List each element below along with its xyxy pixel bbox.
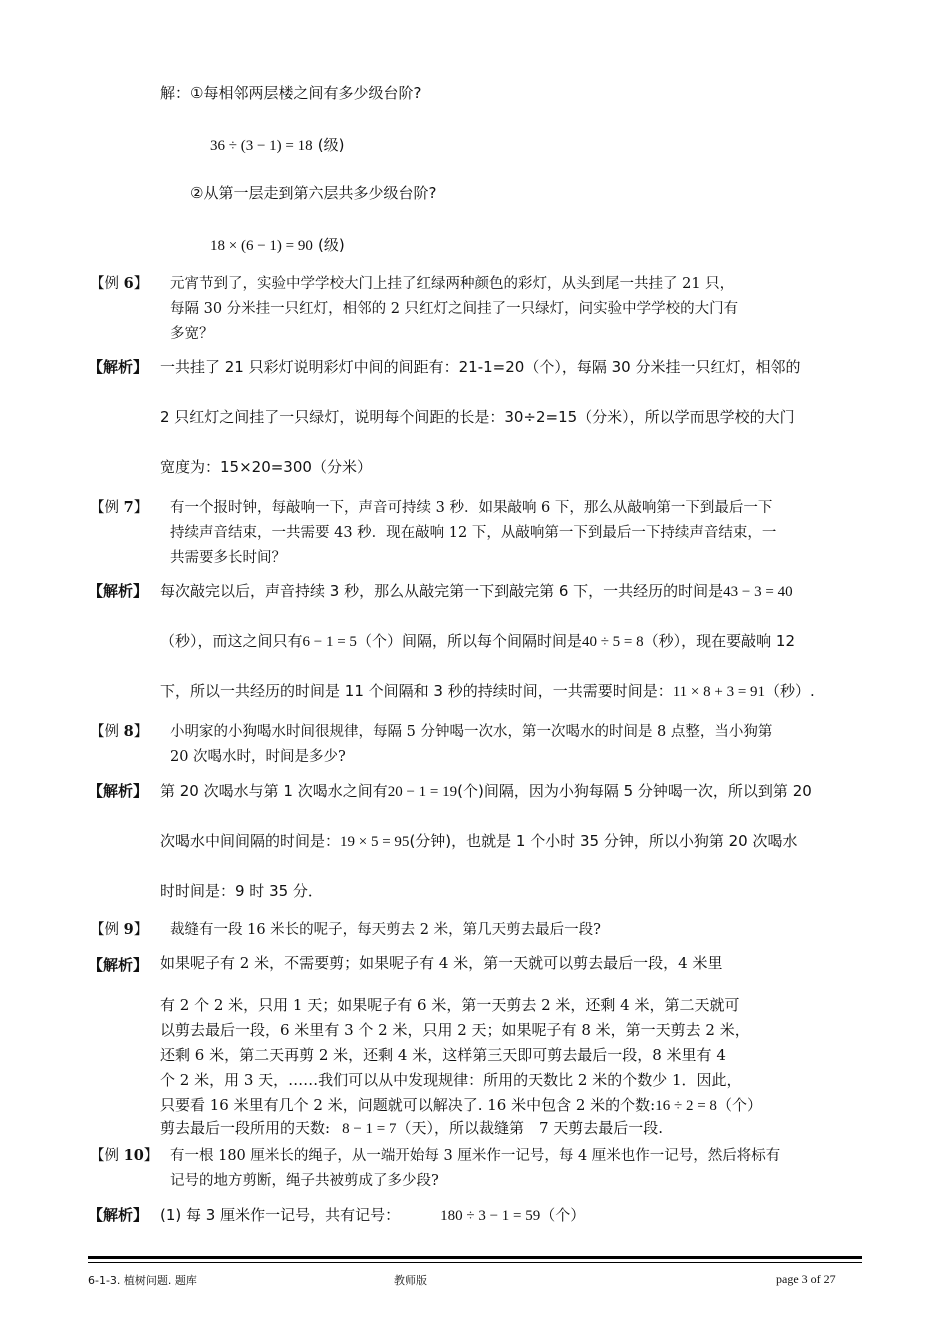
example-7-question-line: 持续声音结束，一共需要 43 秒．现在敲响 12 下，从敲响第一下到最后一下持续声音结束，一: [170, 525, 777, 541]
tag-open: 【例: [90, 500, 124, 516]
example-9-analysis-line: 个 2 米，用 3 天，……我们可以从中发现规律：所用的天数比 2 米的个数少 1．因此，: [160, 1071, 742, 1089]
tag-close: 】: [133, 276, 149, 292]
example-6-analysis-line: 2 只红灯之间挂了一只绿灯，说明每个间距的长是：30÷2=15（分米），所以学而思学校的大门: [160, 408, 795, 426]
text: （秒）.: [765, 682, 815, 700]
example-8-analysis-line: 时时间是：9 时 35 分．: [160, 882, 323, 900]
tag-open: 【例: [90, 276, 124, 292]
example-7-question-line: 有一个报时钟，每敲响一下，声音可持续 3 秒．如果敲响 6 下，那么从敲响第一下到最后一下: [170, 500, 773, 516]
text: （秒），而这之间只有: [160, 632, 303, 650]
tag-open: 【例: [90, 1148, 124, 1164]
example-8-analysis-line: [160, 780, 812, 801]
footer-doc-title: 6-1-3. 植树问题. 题库: [88, 1274, 197, 1287]
intro-line-1: 解：①每相邻两层楼之间有多少级台阶?: [160, 84, 422, 102]
example-7-tag: [90, 496, 148, 517]
intro-line-2: ②从第一层走到第六层共多少级台阶?: [190, 184, 437, 202]
formula-unit: (级): [317, 236, 345, 254]
math: 20 − 1 = 19: [387, 784, 458, 800]
footer-rule-thin: [88, 1262, 862, 1263]
example-9-analysis-line: 还剩 6 米，第二天再剪 2 米，还剩 4 米，这样第三天即可剪去最后一段，8 米里有 4: [160, 1046, 726, 1064]
example-9-analysis-tag: 【解析】: [88, 956, 149, 974]
example-9-analysis-line: 如果呢子有 2 米，不需要剪；如果呢子有 4 米，第一天就可以剪去最后一段，4 米里: [160, 954, 723, 972]
math: 180 ÷ 3 − 1 = 59: [440, 1208, 541, 1224]
example-8-tag: [90, 720, 148, 741]
example-10-question-line: 有一根 180 厘米长的绳子，从一端开始每 3 厘米作一记号，每 4 厘米也作一记号，然后将标有: [170, 1148, 781, 1164]
example-6-tag: [90, 272, 148, 293]
example-10-analysis-tag: 【解析】: [88, 1206, 149, 1224]
example-6-analysis-tag: 【解析】: [88, 358, 149, 376]
formula-unit: (级): [317, 136, 345, 154]
example-10-analysis-line: [160, 1204, 585, 1225]
tag-num: 9: [123, 921, 134, 938]
formula-math: 18 × (6 − 1) = 90: [210, 238, 313, 254]
math: 8 − 1 = 7: [342, 1121, 397, 1137]
tag-num: 8: [123, 723, 134, 740]
tag-close: 】: [133, 724, 149, 740]
text: (个)间隔，因为小狗每隔 5 分钟喝一次，所以到第 20: [457, 782, 812, 800]
tag-num: 7: [123, 499, 134, 516]
text: （个）间隔，所以每个间隔时间是: [356, 632, 582, 650]
tag-close: 】: [133, 500, 149, 516]
footer-edition: 教师版: [394, 1274, 427, 1287]
math: 19 × 5 = 95: [340, 834, 410, 850]
intro-formula-1: [210, 134, 344, 155]
text: 每次敲完以后，声音持续 3 秒，那么从敲完第一下到敲完第 6 下，一共经历的时间是: [160, 582, 724, 600]
text: （秒），现在要敲响 12: [643, 632, 796, 650]
formula-math: 36 ÷ (3 − 1) = 18: [210, 138, 313, 154]
example-9-analysis-line: [160, 1117, 663, 1138]
math: 6 − 1 = 5: [302, 634, 357, 650]
example-10-tag: [90, 1144, 158, 1165]
example-9-analysis-line: [160, 1094, 762, 1115]
tag-num: 6: [123, 275, 134, 292]
example-9-analysis-line: 有 2 个 2 米，只用 1 天；如果呢子有 6 米，第一天剪去 2 米，还剩 4 米，第二天就可: [160, 996, 740, 1014]
text: 下，所以一共经历的时间是 11 个间隔和 3 秒的持续时间，一共需要时间是：: [160, 682, 673, 700]
example-9-question-line: 裁缝有一段 16 米长的呢子，每天剪去 2 米，第几天剪去最后一段?: [170, 922, 601, 938]
tag-open: 【例: [90, 922, 124, 938]
example-6-analysis-line: 宽度为：15×20=300（分米）: [160, 458, 372, 476]
example-10-question-line: 记号的地方剪断，绳子共被剪成了多少段?: [170, 1173, 439, 1189]
footer-page-number: page 3 of 27: [776, 1272, 836, 1286]
example-7-analysis-line: [160, 630, 795, 651]
math: 40 ÷ 5 = 8: [581, 634, 644, 650]
example-7-question-line: 共需要多长时间？: [170, 550, 286, 566]
example-6-question-line: 元宵节到了，实验中学学校大门上挂了红绿两种颜色的彩灯，从头到尾一共挂了 21 只，: [170, 276, 735, 292]
tag-num: 10: [123, 1147, 144, 1164]
example-9-analysis-line: 以剪去最后一段，6 米里有 3 个 2 米，只用 2 天；如果呢子有 8 米，第一天剪去 2 米，: [160, 1021, 750, 1039]
text: （个）: [540, 1206, 586, 1224]
example-8-question-line: 20 次喝水时，时间是多少?: [170, 749, 346, 765]
text: 剪去最后一段所用的天数:: [160, 1119, 331, 1137]
math: 43 − 3 = 40: [723, 584, 793, 600]
math: 16 ÷ 2 = 8: [655, 1098, 717, 1114]
example-8-analysis-line: [160, 830, 797, 851]
text: (分钟)，也就是 1 个小时 35 分钟，所以小狗第 20 次喝水: [409, 832, 798, 850]
example-6-analysis-line: 一共挂了 21 只彩灯说明彩灯中间的间距有：21-1=20（个），每隔 30 分米挂一只红灯，相邻的: [160, 358, 801, 376]
example-7-analysis-tag: 【解析】: [88, 582, 149, 600]
example-7-analysis-line: [160, 580, 793, 601]
text: 次喝水中间间隔的时间是：: [160, 832, 341, 850]
text: （天），所以裁缝第 7 天剪去最后一段.: [396, 1119, 664, 1137]
example-6-question-line: 每隔 30 分米挂一只红灯，相邻的 2 只红灯之间挂了一只绿灯，问实验中学学校的大门有: [170, 301, 739, 317]
example-9-tag: [90, 918, 148, 939]
text: （个）: [716, 1096, 762, 1114]
example-8-analysis-tag: 【解析】: [88, 782, 149, 800]
math: 11 × 8 + 3 = 91: [672, 684, 766, 700]
tag-close: 】: [143, 1148, 159, 1164]
text: (1) 每 3 厘米作一记号，共有记号：: [160, 1206, 401, 1224]
tag-close: 】: [133, 922, 149, 938]
example-6-question-line: 多宽？: [170, 326, 214, 342]
example-7-analysis-line: [160, 680, 815, 701]
tag-open: 【例: [90, 724, 124, 740]
text: 只要看 16 米里有几个 2 米，问题就可以解决了. 16 米中包含 2 米的个数:: [160, 1096, 656, 1114]
text: 第 20 次喝水与第 1 次喝水之间有: [160, 782, 388, 800]
footer-rule-thick: [88, 1256, 862, 1259]
intro-formula-2: [210, 234, 345, 255]
example-8-question-line: 小明家的小狗喝水时间很规律，每隔 5 分钟喝一次水，第一次喝水的时间是 8 点整，当小狗第: [170, 724, 773, 740]
